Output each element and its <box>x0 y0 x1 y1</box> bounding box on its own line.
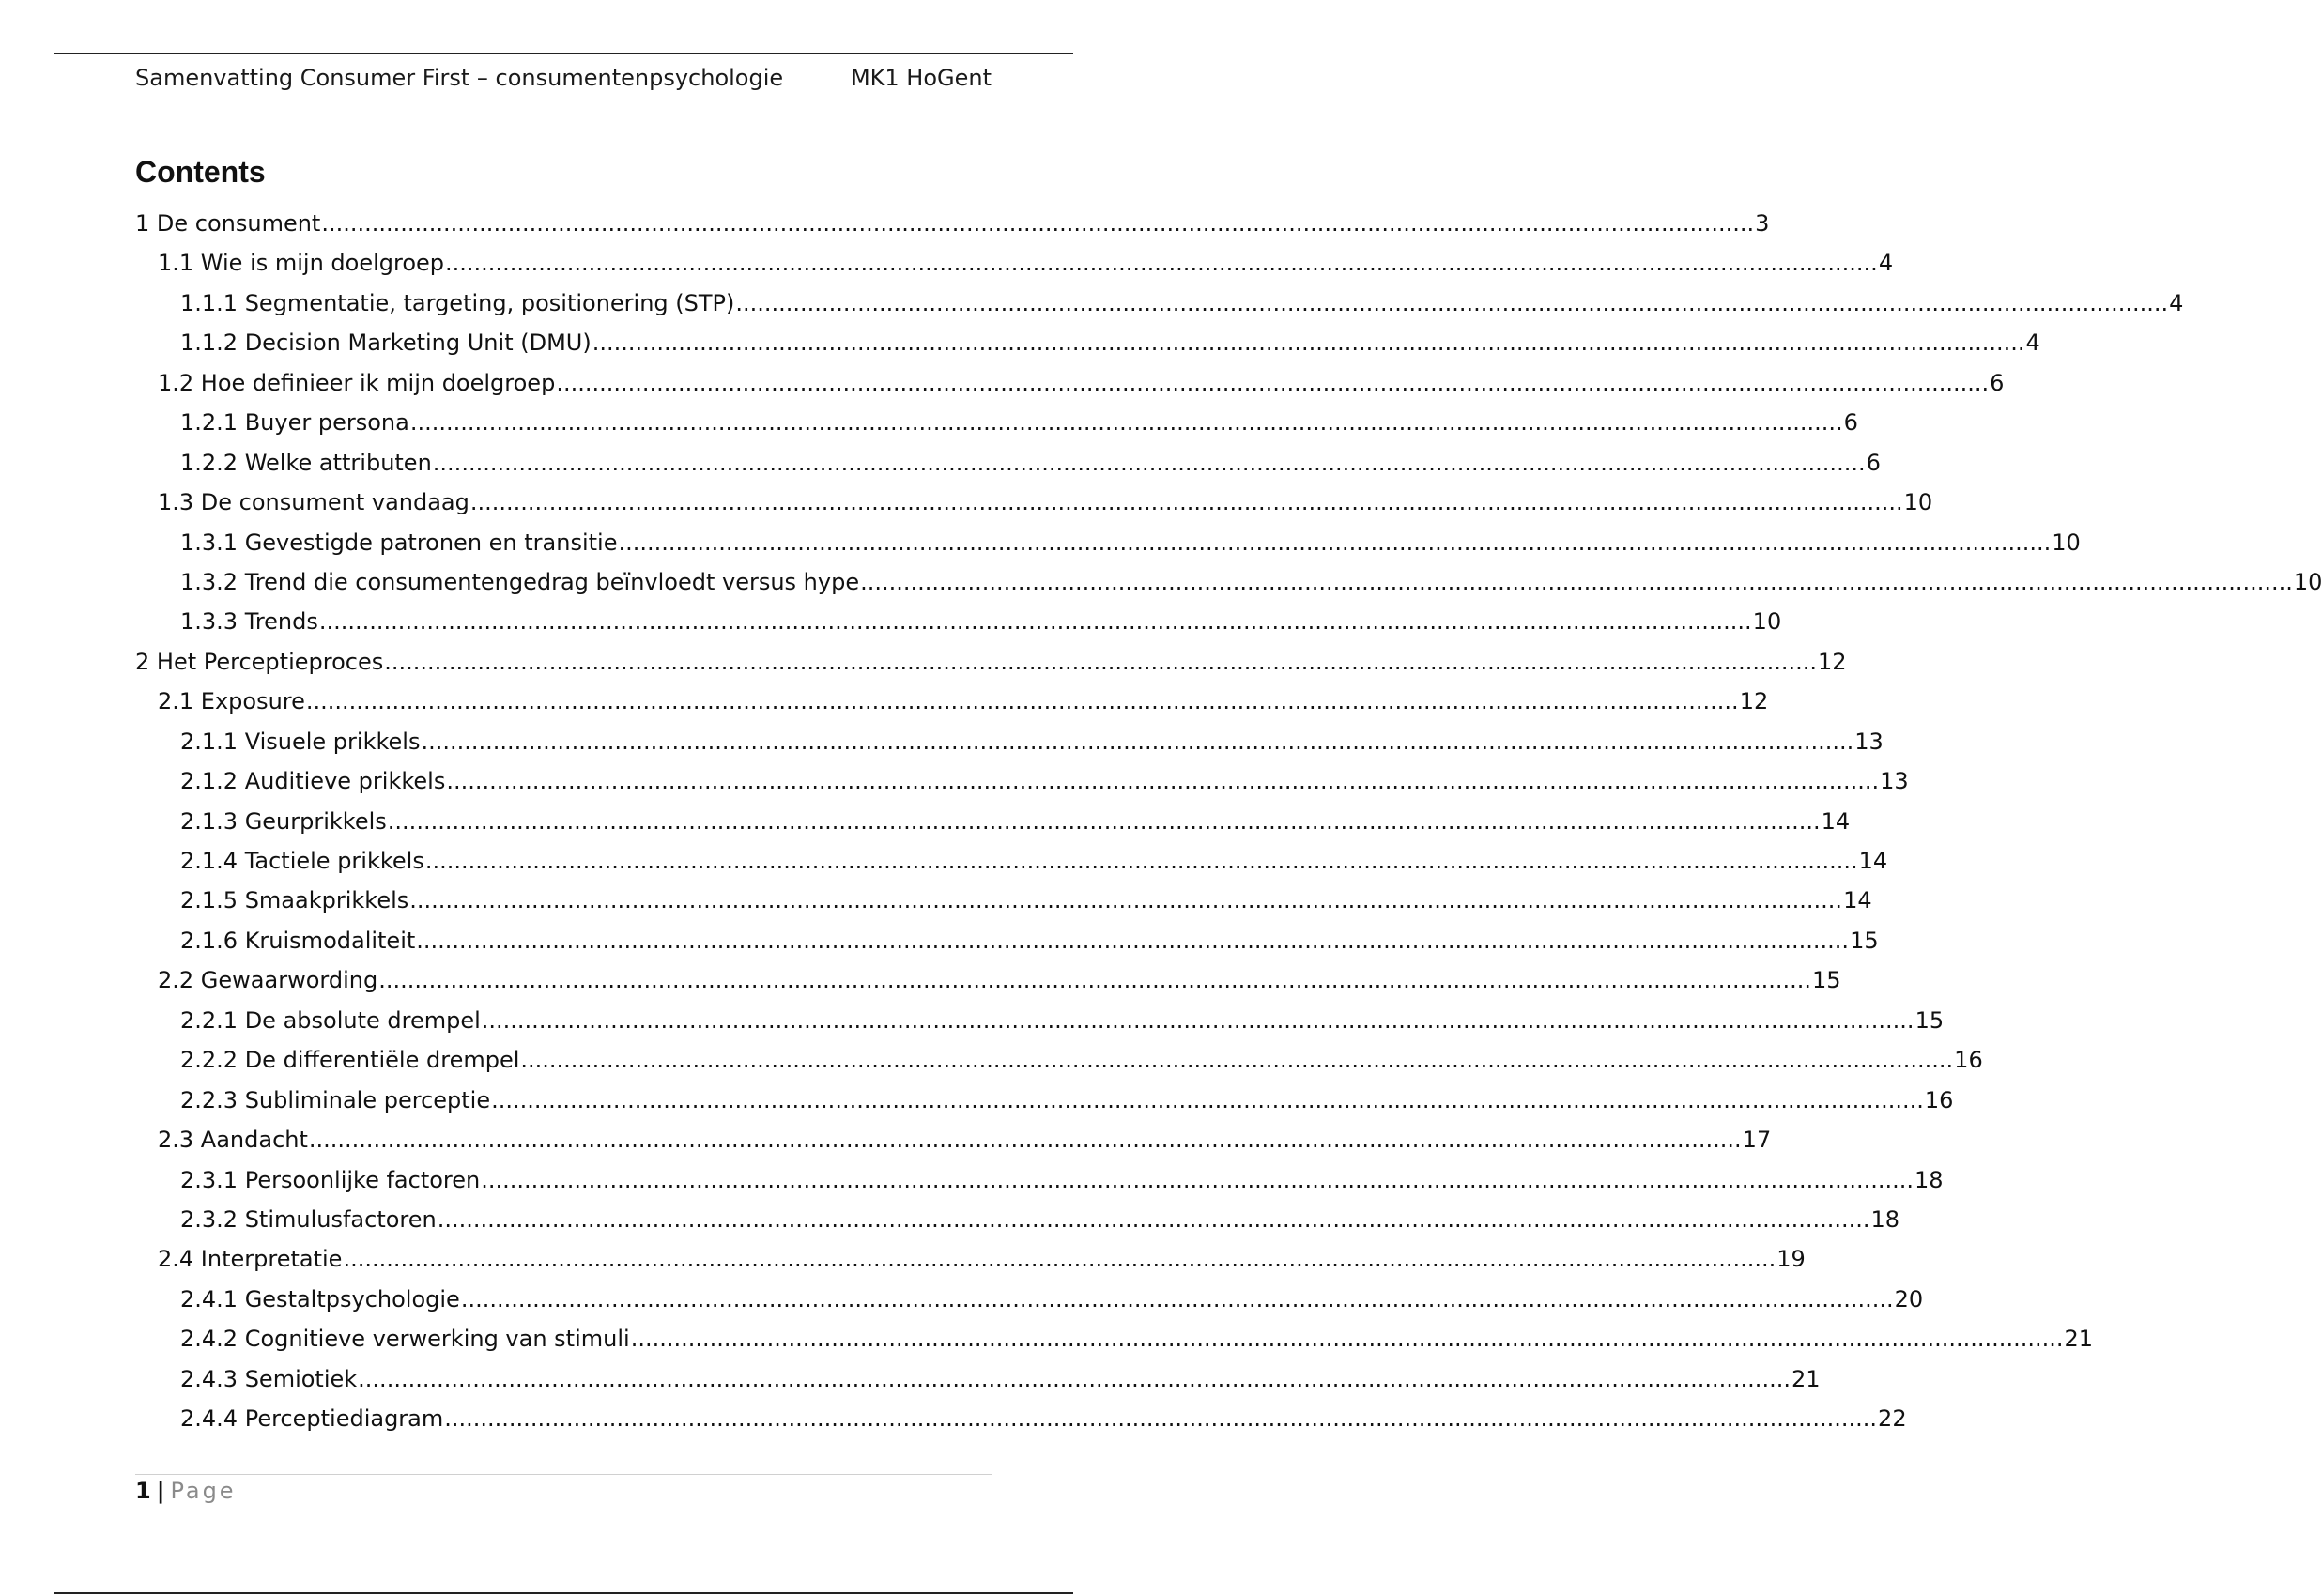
toc-entry-page: 12 <box>1739 688 1769 715</box>
toc-entry[interactable] <box>135 922 1879 961</box>
toc-entry-page: 10 <box>2293 568 2322 595</box>
page-footer <box>135 1478 237 1504</box>
toc-dot-leader: ........................................................................................................................................................................................................ <box>416 927 1850 954</box>
toc-entry[interactable] <box>135 404 1858 443</box>
toc-entry[interactable] <box>135 1121 1772 1160</box>
toc-entry-page: 18 <box>1870 1205 1900 1233</box>
toc-entry-title: 2.4.3 Semiotiek <box>180 1365 358 1392</box>
table-of-contents <box>135 205 2322 1440</box>
toc-entry[interactable] <box>135 1201 1900 1240</box>
toc-entry[interactable] <box>135 803 1851 842</box>
toc-entry[interactable] <box>135 205 1770 244</box>
toc-entry-page: 14 <box>1821 807 1851 835</box>
toc-entry-title: 2.1.5 Smaakprikkels <box>180 887 409 914</box>
toc-entry-title: 1.3.3 Trends <box>180 608 318 636</box>
toc-dot-leader: ........................................................................................................................................................................................................ <box>481 1166 1914 1193</box>
toc-entry-page: 6 <box>1843 409 1858 437</box>
toc-entry-title: 2.1.2 Auditieve prikkels <box>180 768 446 795</box>
toc-dot-leader: ........................................................................................................................................................................................................ <box>308 1127 1742 1154</box>
toc-entry-title: 1.1 Wie is mijn doelgroep <box>158 250 445 277</box>
toc-entry-page: 21 <box>2064 1326 2094 1353</box>
toc-entry-page: 10 <box>2052 529 2081 556</box>
toc-entry[interactable] <box>135 1240 1806 1280</box>
toc-entry[interactable] <box>135 723 1884 762</box>
toc-dot-leader: ........................................................................................................................................................................................................ <box>630 1326 2064 1353</box>
toc-dot-leader: ........................................................................................................................................................................................................ <box>860 568 2293 595</box>
toc-entry[interactable] <box>135 643 1847 683</box>
toc-entry-page: 15 <box>1914 1006 1945 1034</box>
toc-dot-leader: ........................................................................................................................................................................................................ <box>618 529 2052 556</box>
toc-dot-leader: ........................................................................................................................................................................................................ <box>387 807 1821 835</box>
toc-dot-leader: ........................................................................................................................................................................................................ <box>409 409 1843 437</box>
toc-entry-title: 1.1.2 Decision Marketing Unit (DMU) <box>180 330 592 357</box>
toc-entry[interactable] <box>135 1002 1945 1041</box>
footer-separator: | <box>156 1478 165 1504</box>
toc-dot-leader: ........................................................................................................................................................................................................ <box>305 688 1739 715</box>
toc-entry[interactable] <box>135 1082 1954 1121</box>
toc-dot-leader: ........................................................................................................................................................................................................ <box>556 369 1990 396</box>
toc-entry[interactable] <box>135 324 2040 363</box>
page-bottom-border <box>54 1592 1073 1594</box>
toc-entry-title: 1.3 De consument vandaag <box>158 489 469 516</box>
toc-dot-leader: ........................................................................................................................................................................................................ <box>384 648 1818 675</box>
toc-dot-leader: ........................................................................................................................................................................................................ <box>592 330 2025 357</box>
page-top-border <box>54 53 1073 54</box>
toc-dot-leader: ........................................................................................................................................................................................................ <box>481 1006 1914 1034</box>
toc-dot-leader: ........................................................................................................................................................................................................ <box>409 887 1843 914</box>
toc-entry-page: 4 <box>1878 250 1894 277</box>
toc-dot-leader: ........................................................................................................................................................................................................ <box>421 728 1854 755</box>
toc-entry-page: 12 <box>1818 648 1847 675</box>
footer-page-number: 1 <box>135 1478 151 1504</box>
toc-entry-title: 1.2.1 Buyer persona <box>180 409 409 437</box>
footer-page-label: Page <box>170 1478 237 1504</box>
toc-entry-title: 2.1.4 Tactiele prikkels <box>180 848 424 874</box>
toc-entry[interactable] <box>135 842 1888 882</box>
toc-dot-leader: ........................................................................................................................................................................................................ <box>446 768 1880 795</box>
toc-entry-page: 15 <box>1811 967 1841 994</box>
toc-entry-page: 6 <box>1866 449 1881 476</box>
toc-dot-leader: ........................................................................................................................................................................................................ <box>318 608 1752 636</box>
toc-entry[interactable] <box>135 483 1933 523</box>
toc-entry[interactable] <box>135 284 2184 324</box>
toc-entry[interactable] <box>135 364 2005 404</box>
toc-entry-title: 2.1 Exposure <box>158 688 305 715</box>
toc-entry-page: 10 <box>1903 489 1933 516</box>
footer-divider <box>135 1474 992 1475</box>
toc-entry-page: 16 <box>1954 1047 1983 1074</box>
toc-dot-leader: ........................................................................................................................................................................................................ <box>343 1246 1776 1273</box>
toc-entry-title: 2.4.4 Perceptiediagram <box>180 1405 444 1433</box>
toc-entry-title: 2.2.1 De absolute drempel <box>180 1006 481 1034</box>
toc-entry-page: 14 <box>1843 887 1872 914</box>
toc-entry-title: 2 Het Perceptieproces <box>135 648 384 675</box>
toc-entry[interactable] <box>135 1400 1907 1439</box>
toc-dot-leader: ........................................................................................................................................................................................................ <box>491 1086 1924 1113</box>
toc-entry[interactable] <box>135 1360 1821 1400</box>
toc-entry[interactable] <box>135 1161 1944 1201</box>
toc-entry[interactable] <box>135 683 1769 722</box>
toc-entry-title: 2.3.1 Persoonlijke factoren <box>180 1166 481 1193</box>
toc-entry-title: 2.4 Interpretatie <box>158 1246 343 1273</box>
toc-dot-leader: ........................................................................................................................................................................................................ <box>520 1047 1954 1074</box>
toc-entry-title: 2.1.6 Kruismodaliteit <box>180 927 416 954</box>
toc-entry[interactable] <box>135 444 1881 483</box>
toc-dot-leader: ........................................................................................................................................................................................................ <box>432 449 1866 476</box>
toc-entry-page: 22 <box>1878 1405 1907 1433</box>
toc-entry-page: 16 <box>1924 1086 1954 1113</box>
toc-entry-title: 1.1.1 Segmentatie, targeting, positionering (STP) <box>180 289 735 316</box>
toc-dot-leader: ........................................................................................................................................................................................................ <box>445 250 1878 277</box>
toc-entry[interactable] <box>135 882 1872 921</box>
toc-entry[interactable] <box>135 1281 1924 1320</box>
toc-entry-title: 2.2.2 De differentiële drempel <box>180 1047 520 1074</box>
toc-dot-leader: ........................................................................................................................................................................................................ <box>424 848 1858 874</box>
toc-entry-title: 1 De consument <box>135 210 321 237</box>
toc-entry-page: 15 <box>1850 927 1879 954</box>
toc-entry-page: 19 <box>1776 1246 1806 1273</box>
header-course-label: MK1 HoGent <box>850 65 992 91</box>
toc-entry-title: 2.3 Aandacht <box>158 1127 308 1154</box>
toc-entry[interactable] <box>135 961 1841 1001</box>
toc-entry[interactable] <box>135 1041 1983 1081</box>
toc-entry[interactable] <box>135 524 2081 563</box>
header-document-title: Samenvatting Consumer First – consumentenpsychologie <box>135 65 784 91</box>
toc-entry-page: 13 <box>1854 728 1884 755</box>
toc-entry-page: 14 <box>1858 848 1888 874</box>
toc-heading: Contents <box>135 155 266 189</box>
toc-entry[interactable] <box>135 244 1894 284</box>
toc-dot-leader: ........................................................................................................................................................................................................ <box>444 1405 1878 1433</box>
toc-entry-page: 20 <box>1894 1285 1924 1312</box>
toc-entry[interactable] <box>135 1320 2094 1359</box>
toc-entry-page: 17 <box>1742 1127 1772 1154</box>
toc-entry-title: 2.1.1 Visuele prikkels <box>180 728 421 755</box>
toc-dot-leader: ........................................................................................................................................................................................................ <box>358 1365 1791 1392</box>
toc-entry[interactable] <box>135 603 1782 642</box>
toc-entry[interactable] <box>135 563 2322 603</box>
toc-entry-page: 4 <box>2025 330 2040 357</box>
toc-entry-title: 1.3.2 Trend die consumentengedrag beïnvloedt versus hype <box>180 568 860 595</box>
toc-entry-title: 2.3.2 Stimulusfactoren <box>180 1205 437 1233</box>
toc-entry-page: 13 <box>1880 768 1909 795</box>
toc-entry[interactable] <box>135 762 1909 802</box>
toc-entry-page: 6 <box>1990 369 2005 396</box>
toc-dot-leader: ........................................................................................................................................................................................................ <box>735 289 2169 316</box>
toc-entry-title: 2.4.2 Cognitieve verwerking van stimuli <box>180 1326 630 1353</box>
toc-entry-title: 2.2 Gewaarwording <box>158 967 378 994</box>
toc-entry-title: 1.3.1 Gevestigde patronen en transitie <box>180 529 618 556</box>
toc-entry-page: 4 <box>2169 289 2184 316</box>
toc-entry-page: 3 <box>1755 210 1770 237</box>
toc-dot-leader: ........................................................................................................................................................................................................ <box>378 967 1811 994</box>
toc-entry-title: 2.1.3 Geurprikkels <box>180 807 387 835</box>
toc-entry-page: 18 <box>1914 1166 1944 1193</box>
toc-entry-title: 2.4.1 Gestaltpsychologie <box>180 1285 460 1312</box>
toc-entry-page: 10 <box>1752 608 1782 636</box>
toc-dot-leader: ........................................................................................................................................................................................................ <box>469 489 1903 516</box>
page-header <box>135 65 992 91</box>
toc-entry-page: 21 <box>1791 1365 1821 1392</box>
toc-dot-leader: ........................................................................................................................................................................................................ <box>460 1285 1894 1312</box>
toc-entry-title: 1.2.2 Welke attributen <box>180 449 432 476</box>
toc-dot-leader: ........................................................................................................................................................................................................ <box>437 1205 1870 1233</box>
toc-entry-title: 2.2.3 Subliminale perceptie <box>180 1086 491 1113</box>
toc-entry-title: 1.2 Hoe definieer ik mijn doelgroep <box>158 369 556 396</box>
toc-dot-leader: ........................................................................................................................................................................................................ <box>321 210 1755 237</box>
